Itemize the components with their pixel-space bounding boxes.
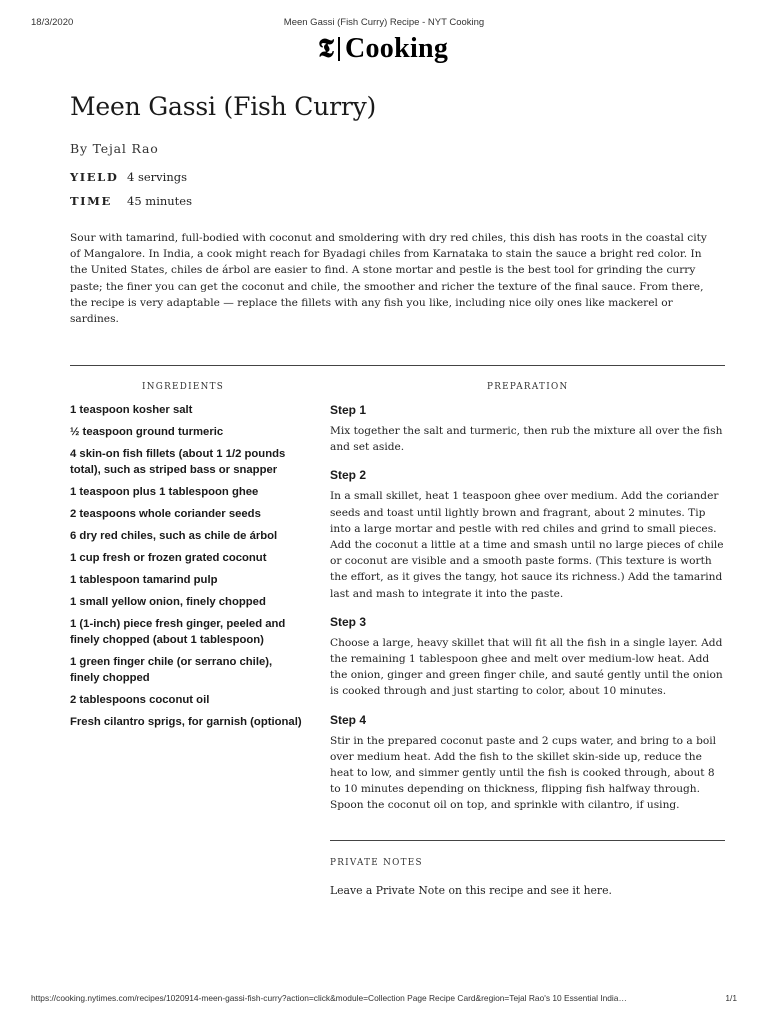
print-page-title: Meen Gassi (Fish Curry) Recipe - NYT Cooking [283, 17, 485, 28]
ingredient-item: 1 teaspoon plus 1 tablespoon ghee [70, 486, 259, 498]
recipe-intro: Sour with tamarind, full-bodied with coconut and smoldering with dry red chiles, this dish has roots in the coastal city of Mangalore. In India, a cook might reach for Byadagi chiles from Karnataka to stain the sauce a bright red color. In the United States, chiles de árbol are easier to find. A stone mortar and pestle is the best tool for grinding the curry paste; the finer you can get the coconut and chile, the smoother and richer the texture of the final sauce. From there, the recipe is very adaptable — replace the fillets with any fish you like, including nice oily ones like mackerel or sardines. [70, 232, 707, 326]
private-notes-heading: PRIVATE NOTES [330, 858, 423, 868]
print-page-number: 1/1 [725, 993, 737, 1003]
section-divider [70, 365, 725, 366]
step-4 [330, 712, 725, 814]
step-label: Step 4 [330, 712, 367, 727]
step-text: Mix together the salt and turmeric, then rub the mixture all over the fish and set aside. [330, 425, 723, 454]
logo-divider [338, 37, 340, 61]
ingredient-item: ½ teaspoon ground turmeric [70, 426, 224, 438]
yield-label: YIELD [70, 170, 119, 184]
step-label: Step 1 [330, 403, 367, 417]
step-text: Stir in the prepared coconut paste and 2 cups water, and bring to a boil over medium heat. Add the fish to the skillet skin-side up, reduce the heat to low, and simmer gently until the fish is cooked through, about 8 to 10 minutes depending on thickness, flipping fish halfway through. Spoon the coconut oil on top, and sprinkle with cilantro, if using. [330, 734, 717, 812]
print-footer [0, 993, 768, 1007]
cooking-wordmark: Cooking [344, 33, 449, 64]
step-label: Step 2 [330, 468, 367, 483]
nyt-cooking-logo[interactable] [318, 32, 488, 66]
print-header [0, 17, 768, 31]
ingredient-item: Fresh cilantro sprigs, for garnish (optional) [70, 716, 302, 728]
ingredient-item: 6 dry red chiles, such as chile de árbol [70, 530, 278, 542]
print-date: 18/3/2020 [31, 17, 74, 28]
ingredients-list [70, 402, 302, 736]
ingredient-item: 1 green finger chile (or serrano chile), finely chopped [70, 656, 273, 684]
step-1 [330, 402, 725, 455]
step-3 [330, 614, 725, 700]
ingredient-item: 1 teaspoon kosher salt [70, 404, 193, 416]
ingredient-item: 1 tablespoon tamarind pulp [70, 574, 218, 586]
time-value: 45 minutes [127, 194, 193, 208]
step-text: In a small skillet, heat 1 teaspoon ghee over medium. Add the coriander seeds and toast until lightly brown and fragrant, about 2 minutes. Tip into a large mortar and pestle with red chiles and grind to small pieces. Add the coconut a little at a time and smash until no large pieces of chile or coconut are visible and a smooth paste forms. (This texture is worth the effort, as it gives the tangy, hot sauce its richness.) Add the tamarind last and mash to integrate it into the paste. [330, 490, 724, 600]
time-label: TIME [70, 194, 112, 208]
ingredient-item: 2 tablespoons coconut oil [70, 694, 210, 706]
recipe-title: Meen Gassi (Fish Curry) [70, 92, 377, 121]
step-2 [330, 467, 725, 601]
ingredient-item: 1 small yellow onion, finely chopped [70, 596, 266, 608]
recipe-byline[interactable]: By Tejal Rao [70, 141, 159, 156]
time-row [70, 194, 192, 212]
ingredients-heading: INGREDIENTS [142, 382, 225, 392]
preparation-steps [330, 402, 725, 826]
nyt-t-logo-icon: 𝕿 [318, 34, 334, 64]
yield-value: 4 servings [127, 170, 188, 184]
step-text: Choose a large, heavy skillet that will fit all the fish in a single layer. Add the remaining 1 tablespoon ghee and melt over medium-low heat. Add the onion, ginger and green finger chile, and sauté gently until the onion is cooked through and just starting to color, about 10 minutes. [330, 636, 723, 698]
step-label: Step 3 [330, 614, 367, 629]
ingredient-item: 4 skin-on fish fillets (about 1 1/2 pounds total), such as striped bass or snapper [70, 448, 286, 476]
yield-row [70, 170, 187, 188]
ingredient-item: 1 (1-inch) piece fresh ginger, peeled and finely chopped (about 1 tablespoon) [70, 618, 286, 646]
ingredient-item: 1 cup fresh or frozen grated coconut [70, 552, 267, 564]
notes-divider [330, 840, 725, 841]
preparation-heading: PREPARATION [487, 382, 569, 392]
private-notes-text[interactable]: Leave a Private Note on this recipe and see it here. [330, 884, 612, 897]
ingredient-item: 2 teaspoons whole coriander seeds [70, 508, 261, 520]
print-url[interactable]: https://cooking.nytimes.com/recipes/1020914-meen-gassi-fish-curry?action=click&module=Collection Page Recipe Card&region=Tejal Rao's 10 Essential India… [31, 993, 627, 1003]
